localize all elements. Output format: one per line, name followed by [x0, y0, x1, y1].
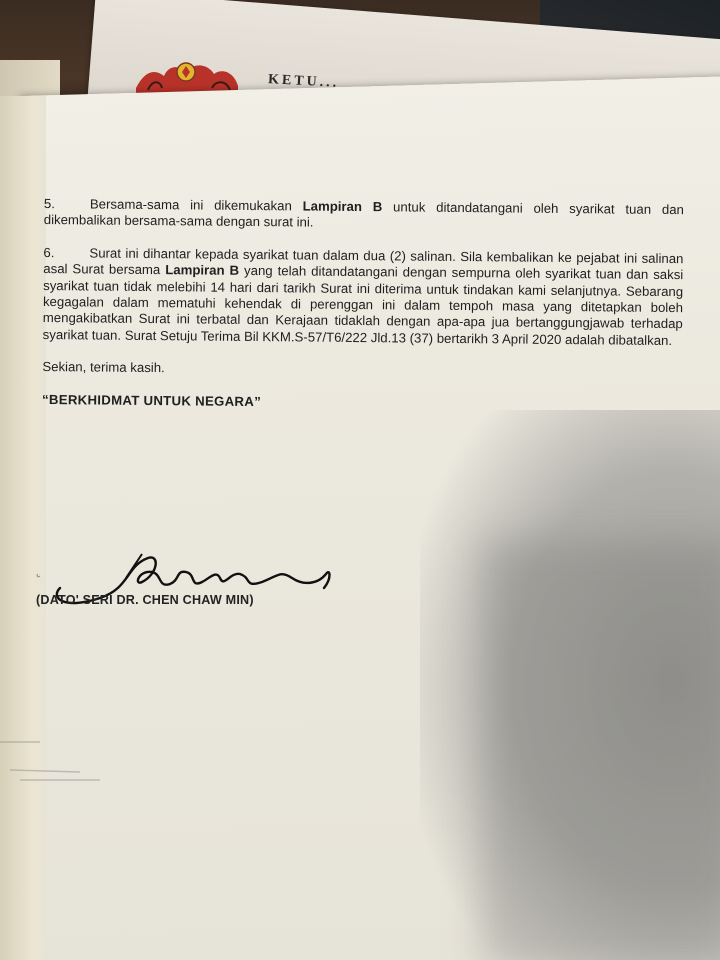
attachment-reference: Lampiran B: [302, 198, 383, 215]
paragraph-text: Bersama-sama ini dikemukakan: [89, 196, 303, 214]
paragraph-number: 6.: [43, 244, 55, 260]
attachment-reference: Lampiran B: [165, 262, 240, 279]
handwritten-signature: [30, 548, 350, 618]
paragraph-number: 5.: [43, 196, 55, 212]
motto: “BERKHIDMAT UNTUK NEGARA”: [41, 391, 262, 409]
page-fold: [0, 96, 46, 960]
signatory-name: (DATO' SERI DR. CHEN CHAW MIN): [36, 593, 254, 607]
paragraph-text: Surat ini dihantar kepada syarikat tuan dalam dua (2) salinan. Sila kembalikan ke pejabat ini salinan asal Surat bersama: [43, 245, 684, 278]
paragraph-text: yang telah ditandatangani dengan sempurna oleh syarikat tuan dan saksi syarikat tuan tidak melebihi 14 hari dari tarikh Surat ini diterima untuk tindakan kami selanjutnya. Sebarang kegagalan dalam mematuhi kehendak di perenggan ini dalam tempoh masa yang ditetapkan boleh mengakibatkan Surat ini terbatal dan Kerajaan tidaklah dengan apa-apa jua bertanggungjawab terhadap syarikat tuan. Surat Setuju Terima Bil KKM.S-57/T6/222 Jld.13 (37) bertarikh 3 April 2020 adalah dibatalkan.: [42, 263, 684, 348]
paragraph-5: [44, 196, 684, 235]
faint-bleed-through-marks: [0, 730, 160, 790]
letterhead-title-fragment: KETU...: [267, 72, 340, 91]
paragraph-text: untuk ditandatangani oleh syarikat tuan dan dikembalikan bersama-sama dengan surat ini.: [43, 199, 684, 230]
letter-body: [42, 196, 684, 414]
closing-line: Sekian, terima kasih.: [42, 359, 165, 376]
paragraph-6: [43, 245, 684, 350]
